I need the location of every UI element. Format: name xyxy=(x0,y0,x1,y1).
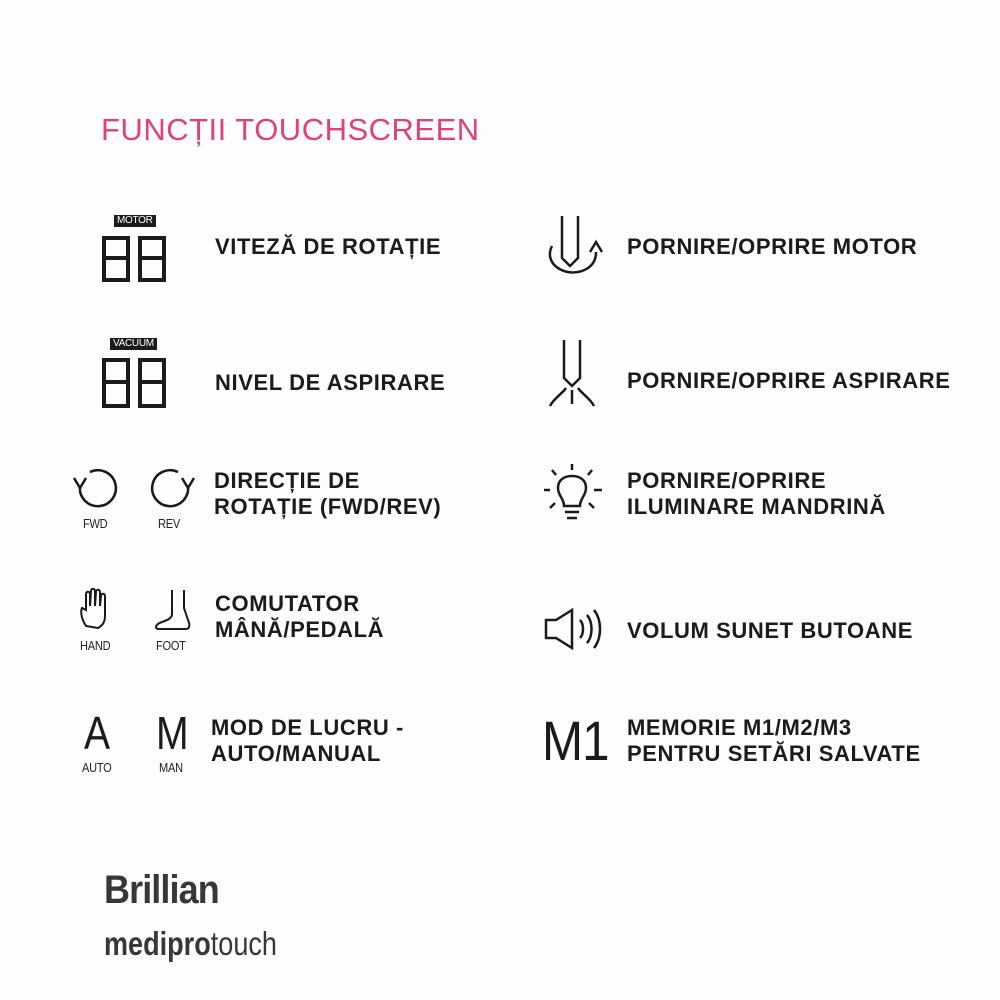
product-name-bold: medipro xyxy=(104,925,211,962)
feature-label: ILUMINARE MANDRINĂ xyxy=(627,494,886,519)
feature-label: DIRECȚIE DE xyxy=(214,468,360,493)
product-name-light: touch xyxy=(210,925,277,962)
feature-label: VITEZĂ DE ROTAȚIE xyxy=(215,234,442,259)
feature-label: PORNIRE/OPRIRE ASPIRARE xyxy=(627,368,951,393)
feature-label: VOLUM SUNET BUTOANE xyxy=(627,618,914,643)
rev-label: REV xyxy=(158,516,180,531)
vacuum-tag: VACUUM xyxy=(110,338,157,350)
man-label: MAN xyxy=(159,760,183,775)
seven-segment-display-icon xyxy=(100,234,170,286)
auto-letter-icon: A xyxy=(84,707,111,759)
product-name xyxy=(104,925,277,963)
rotate-reverse-icon xyxy=(146,464,202,512)
hand-label: HAND xyxy=(80,638,111,653)
feature-label: NIVEL DE ASPIRARE xyxy=(215,370,446,395)
feature-label: PORNIRE/OPRIRE xyxy=(627,468,827,493)
feature-label: ROTAȚIE (FWD/REV) xyxy=(214,494,442,519)
auto-label: AUTO xyxy=(82,760,112,775)
foot-label: FOOT xyxy=(156,638,186,653)
seven-segment-display-icon xyxy=(100,356,170,410)
fwd-label: FWD xyxy=(83,516,108,531)
memory-icon: M1 xyxy=(542,709,609,772)
speaker-icon xyxy=(542,606,602,652)
page-title: FUNCȚII TOUCHSCREEN xyxy=(101,112,480,147)
feature-label: MÂNĂ/PEDALĂ xyxy=(215,617,385,642)
foot-icon xyxy=(150,586,194,632)
motor-tag: MOTOR xyxy=(114,215,156,227)
feature-label: AUTO/MANUAL xyxy=(211,741,381,766)
rotate-forward-icon xyxy=(70,464,126,512)
feature-label: COMUTATOR xyxy=(215,591,360,616)
feature-label: PORNIRE/OPRIRE MOTOR xyxy=(627,234,918,259)
manual-letter-icon: M xyxy=(156,707,189,759)
light-bulb-icon xyxy=(542,462,604,526)
motor-power-icon xyxy=(540,212,604,280)
feature-label: MOD DE LUCRU - xyxy=(211,715,404,740)
feature-label: PENTRU SETĂRI SALVATE xyxy=(627,741,921,766)
brand-name: Brillian xyxy=(104,868,219,912)
vacuum-power-icon xyxy=(544,338,600,408)
hand-icon xyxy=(78,586,114,632)
feature-label: MEMORIE M1/M2/M3 xyxy=(627,715,852,740)
